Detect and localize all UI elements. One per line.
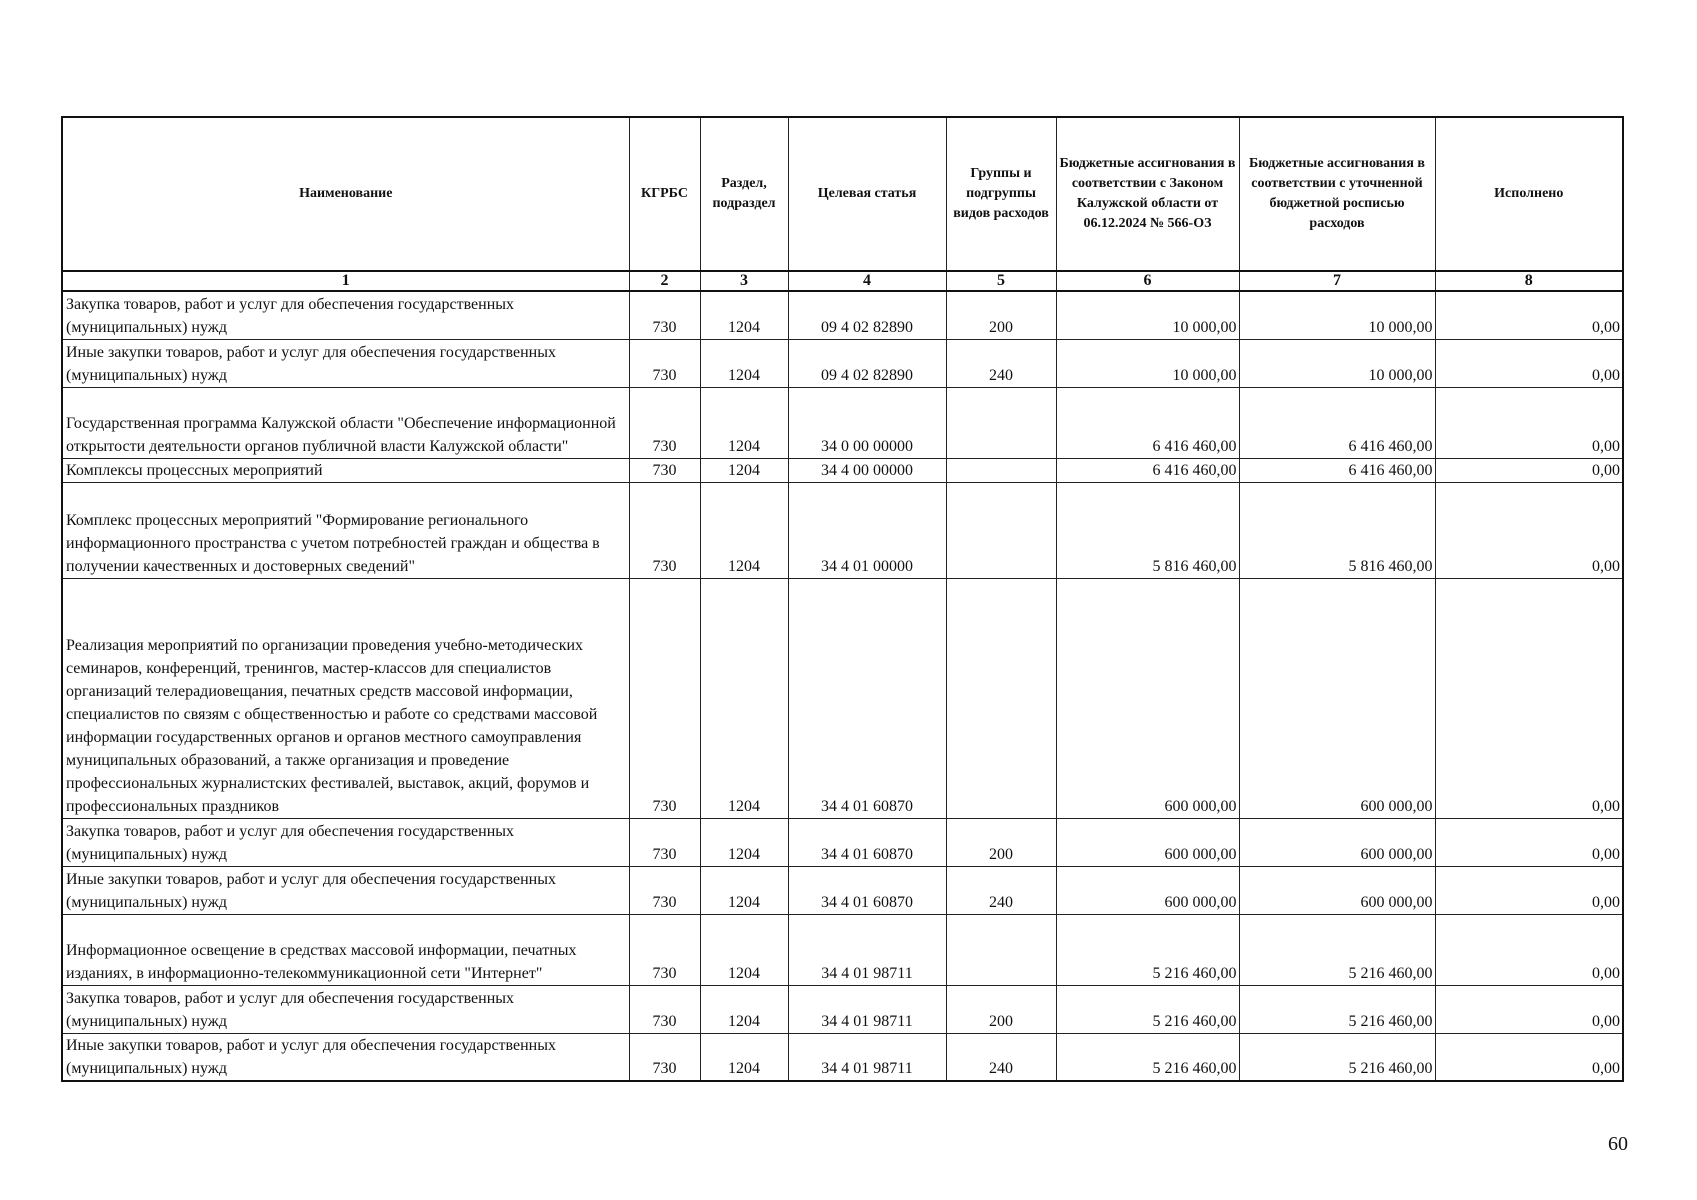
column-number-row (62, 271, 1623, 291)
header-kgrbs: КГРБС (629, 117, 700, 271)
header-name: Наименование (62, 117, 629, 271)
row-refined: 600 000,00 (1239, 866, 1435, 914)
row-target: 34 4 01 60870 (788, 818, 946, 866)
col-num: 3 (700, 271, 788, 291)
page-number: 60 (1608, 1133, 1628, 1155)
row-kgrbs: 730 (629, 482, 700, 578)
table-row (62, 818, 1623, 866)
row-target: 34 4 00 00000 (788, 458, 946, 482)
row-kgrbs: 730 (629, 1033, 700, 1081)
header-groups: Группы и подгруппы видов расходов (946, 117, 1056, 271)
row-executed: 0,00 (1435, 482, 1623, 578)
header-section: Раздел, подраздел (700, 117, 788, 271)
header-executed: Исполнено (1435, 117, 1623, 271)
row-refined: 5 216 460,00 (1239, 1033, 1435, 1081)
row-section: 1204 (700, 866, 788, 914)
col-num: 7 (1239, 271, 1435, 291)
row-law: 5 216 460,00 (1056, 914, 1239, 985)
row-name: Комплекс процессных мероприятий "Формирование регионального информационного пространства с учетом потребностей граждан и общества в получении качественных и достоверных сведений" (62, 482, 629, 578)
row-executed: 0,00 (1435, 291, 1623, 339)
row-group (946, 578, 1056, 818)
row-section: 1204 (700, 339, 788, 387)
row-name: Государственная программа Калужской области "Обеспечение информационной открытости деятельности органов публичной власти Калужской области" (62, 387, 629, 458)
budget-table (61, 116, 1624, 1082)
row-section: 1204 (700, 914, 788, 985)
row-group (946, 458, 1056, 482)
header-target: Целевая статья (788, 117, 946, 271)
row-law: 600 000,00 (1056, 578, 1239, 818)
row-kgrbs: 730 (629, 985, 700, 1033)
row-section: 1204 (700, 458, 788, 482)
row-group: 200 (946, 985, 1056, 1033)
row-law: 6 416 460,00 (1056, 387, 1239, 458)
row-executed: 0,00 (1435, 818, 1623, 866)
table-row (62, 387, 1623, 458)
row-group (946, 387, 1056, 458)
row-executed: 0,00 (1435, 387, 1623, 458)
row-law: 600 000,00 (1056, 818, 1239, 866)
row-section: 1204 (700, 1033, 788, 1081)
row-group: 200 (946, 818, 1056, 866)
row-law: 10 000,00 (1056, 339, 1239, 387)
row-name: Закупка товаров, работ и услуг для обеспечения государственных (муниципальных) нужд (62, 818, 629, 866)
header-refined-allocation: Бюджетные ассигнования в соответствии с уточненной бюджетной росписью расходов (1239, 117, 1435, 271)
row-group: 240 (946, 1033, 1056, 1081)
row-name: Иные закупки товаров, работ и услуг для обеспечения государственных (муниципальных) нужд (62, 866, 629, 914)
row-executed: 0,00 (1435, 1033, 1623, 1081)
row-name: Иные закупки товаров, работ и услуг для обеспечения государственных (муниципальных) нужд (62, 1033, 629, 1081)
table-row (62, 985, 1623, 1033)
table-row (62, 482, 1623, 578)
row-law: 5 216 460,00 (1056, 985, 1239, 1033)
row-executed: 0,00 (1435, 458, 1623, 482)
row-target: 09 4 02 82890 (788, 291, 946, 339)
col-num: 2 (629, 271, 700, 291)
row-law: 600 000,00 (1056, 866, 1239, 914)
row-section: 1204 (700, 818, 788, 866)
col-num: 5 (946, 271, 1056, 291)
col-num: 8 (1435, 271, 1623, 291)
table-row (62, 914, 1623, 985)
row-kgrbs: 730 (629, 914, 700, 985)
row-name: Закупка товаров, работ и услуг для обеспечения государственных (муниципальных) нужд (62, 291, 629, 339)
row-target: 34 4 01 60870 (788, 578, 946, 818)
table-row (62, 291, 1623, 339)
row-refined: 600 000,00 (1239, 818, 1435, 866)
row-target: 34 4 01 60870 (788, 866, 946, 914)
row-section: 1204 (700, 291, 788, 339)
col-num: 1 (62, 271, 629, 291)
row-name: Закупка товаров, работ и услуг для обеспечения государственных (муниципальных) нужд (62, 985, 629, 1033)
row-kgrbs: 730 (629, 818, 700, 866)
row-kgrbs: 730 (629, 339, 700, 387)
header-row (62, 117, 1623, 271)
table-row (62, 339, 1623, 387)
row-target: 34 4 01 00000 (788, 482, 946, 578)
row-kgrbs: 730 (629, 387, 700, 458)
table-row (62, 1033, 1623, 1081)
row-kgrbs: 730 (629, 578, 700, 818)
table-row (62, 458, 1623, 482)
row-refined: 5 216 460,00 (1239, 914, 1435, 985)
row-law: 10 000,00 (1056, 291, 1239, 339)
row-group: 240 (946, 339, 1056, 387)
row-name: Информационное освещение в средствах массовой информации, печатных изданиях, в информационно-телекоммуникационной сети "Интернет" (62, 914, 629, 985)
row-target: 09 4 02 82890 (788, 339, 946, 387)
row-section: 1204 (700, 578, 788, 818)
row-group (946, 914, 1056, 985)
row-target: 34 0 00 00000 (788, 387, 946, 458)
row-name: Иные закупки товаров, работ и услуг для обеспечения государственных (муниципальных) нужд (62, 339, 629, 387)
col-num: 6 (1056, 271, 1239, 291)
row-section: 1204 (700, 482, 788, 578)
row-group: 240 (946, 866, 1056, 914)
header-law-allocation: Бюджетные ассигнования в соответствии с Законом Калужской области от 06.12.2024 № 566-ОЗ (1056, 117, 1239, 271)
row-refined: 6 416 460,00 (1239, 387, 1435, 458)
col-num: 4 (788, 271, 946, 291)
row-law: 5 816 460,00 (1056, 482, 1239, 578)
row-law: 5 216 460,00 (1056, 1033, 1239, 1081)
row-name: Реализация мероприятий по организации проведения учебно-методических семинаров, конференций, тренингов, мастер-классов для специалистов организаций телерадиовещания, печатных средств массовой информации, специалистов по связям с общественностью и работе со средствами массовой информации государственных органов и органов местного самоуправления муниципальных образований, а также организация и проведение профессиональных журналистских фестивалей, выставок, акций, форумов и профессиональных праздников (62, 578, 629, 818)
row-executed: 0,00 (1435, 914, 1623, 985)
row-executed: 0,00 (1435, 578, 1623, 818)
row-kgrbs: 730 (629, 291, 700, 339)
row-refined: 10 000,00 (1239, 291, 1435, 339)
row-target: 34 4 01 98711 (788, 914, 946, 985)
row-target: 34 4 01 98711 (788, 1033, 946, 1081)
row-refined: 5 216 460,00 (1239, 985, 1435, 1033)
row-group: 200 (946, 291, 1056, 339)
row-law: 6 416 460,00 (1056, 458, 1239, 482)
row-refined: 6 416 460,00 (1239, 458, 1435, 482)
row-section: 1204 (700, 387, 788, 458)
row-refined: 10 000,00 (1239, 339, 1435, 387)
row-executed: 0,00 (1435, 339, 1623, 387)
table-row (62, 866, 1623, 914)
row-name: Комплексы процессных мероприятий (62, 458, 629, 482)
row-section: 1204 (700, 985, 788, 1033)
row-target: 34 4 01 98711 (788, 985, 946, 1033)
table-row (62, 578, 1623, 818)
row-kgrbs: 730 (629, 866, 700, 914)
row-refined: 5 816 460,00 (1239, 482, 1435, 578)
row-kgrbs: 730 (629, 458, 700, 482)
row-refined: 600 000,00 (1239, 578, 1435, 818)
row-group (946, 482, 1056, 578)
row-executed: 0,00 (1435, 866, 1623, 914)
row-executed: 0,00 (1435, 985, 1623, 1033)
